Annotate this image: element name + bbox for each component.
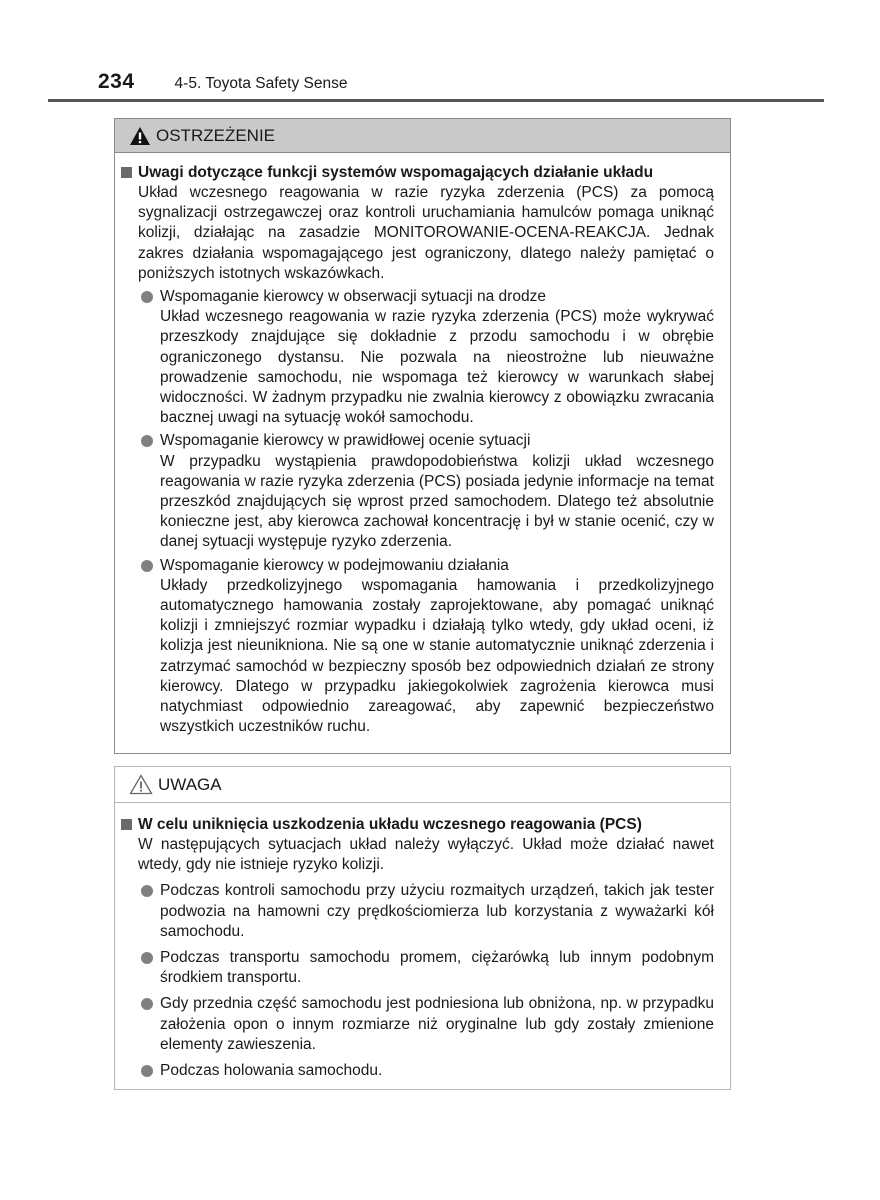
list-item-text: Układy przedkolizyjnego wspomagania hamowania i przedkolizyjnego automatycznego hamowania zostały zaprojektowane, aby pomagać uniknąć kolizji i zmniejszyć rozmiar wypadku i działają tylko wtedy, gdy układ oceni, iż kolizja jest nieunikniona. Nie są one w stanie automatycznie uniknąć zderzenia i zatrzymać samochód w bezpieczny sposób bez odpowiednich działań ze strony kierowcy. Dlatego w przypadku jakiegokolwiek zagrożenia kierowca musi natychmiast odpowiednio zareagować, aby zapewnić bezpieczeństwo wszystkich uczestników ruchu. <box>160 576 714 736</box>
round-bullet-icon <box>141 952 153 964</box>
list-item-title: Wspomaganie kierowcy w podejmowaniu działania <box>160 556 509 574</box>
list-item <box>121 287 714 428</box>
warning-header <box>115 119 730 153</box>
warning-subhead-text: Uwagi dotyczące funkcji systemów wspomagających działanie układu <box>138 164 654 181</box>
round-bullet-icon <box>141 560 153 572</box>
warning-body <box>115 153 730 737</box>
notice-body <box>115 803 730 1081</box>
list-item-text: Podczas kontroli samochodu przy użyciu rozmaitych urządzeń, takich jak tester podwozia na hamowni czy prędkościomierza lub korzystania z wyważarki kół samochodu. <box>160 882 714 940</box>
page-number: 234 <box>98 70 135 93</box>
list-item-title: Wspomaganie kierowcy w prawidłowej ocenie sytuacji <box>160 432 531 450</box>
list-item-text: Podczas holowania samochodu. <box>160 1062 383 1080</box>
list-item <box>121 994 714 1055</box>
round-bullet-icon <box>141 885 153 897</box>
round-bullet-icon <box>141 435 153 447</box>
warning-box <box>114 118 731 754</box>
list-item-text: Układ wczesnego reagowania w razie ryzyka zderzenia (PCS) może wykrywać przeszkody znajdujące się dokładnie z przodu samochodu i w obrębie ograniczonego dystansu. Nie pozwala na nieostrożne lub nieuważne prowadzenie samochodu, nie wspomaga też kierowcy w warunkach słabej widoczności. W żadnym przypadku nie zwalnia kierowcy z obowiązku zwracania bacznej uwagi na sytuację wokół samochodu. <box>160 308 714 427</box>
notice-intro: W następujących sytuacjach układ należy wyłączyć. Układ może działać nawet wtedy, gdy nie istnieje ryzyko kolizji. <box>138 836 714 874</box>
list-item <box>121 1061 714 1081</box>
warning-triangle-icon <box>129 126 151 146</box>
square-bullet-icon <box>121 167 132 178</box>
notice-box <box>114 766 731 1090</box>
notice-title: UWAGA <box>158 774 222 794</box>
notice-subhead <box>121 815 714 835</box>
section-title: 4-5. Toyota Safety Sense <box>174 75 348 92</box>
warning-subhead <box>121 163 714 183</box>
warning-intro: Układ wczesnego reagowania w razie ryzyka zderzenia (PCS) za pomocą sygnalizacji ostrzegawczej oraz kontroli uruchamiania hamulców pomaga uniknąć kolizji, działając na zasadzie MONITOROWANIE-OCENA-REAKCJA. Jednak zakres działania wspomagającego jest ograniczony, dlatego należy pamiętać o poniższych istotnych wskazówkach. <box>138 184 714 282</box>
warning-title: OSTRZEŻENIE <box>156 125 276 145</box>
list-item-text: W przypadku wystąpienia prawdopodobieństwa kolizji układ wczesnego reagowania w razie ryzyka zderzenia (PCS) posiada jedynie informacje na temat przeszkód znajdujących się wprost przed samochodem. Dlatego też absolutnie konieczne jest, aby kierowca zachował koncentrację i był w stanie ocenić, czy w danej sytuacji występuje ryzyko zderzenia. <box>160 452 714 551</box>
list-item-title: Wspomaganie kierowcy w obserwacji sytuacji na drodze <box>160 288 546 306</box>
list-item <box>121 431 714 552</box>
square-bullet-icon <box>121 819 132 830</box>
notice-subhead-text: W celu uniknięcia uszkodzenia układu wczesnego reagowania (PCS) <box>138 816 642 833</box>
list-item <box>121 948 714 988</box>
round-bullet-icon <box>141 1065 153 1077</box>
notice-header <box>115 767 730 803</box>
header-rule <box>48 99 824 102</box>
round-bullet-icon <box>141 998 153 1010</box>
list-item-text: Gdy przednia część samochodu jest podniesiona lub obniżona, np. w przypadku założenia opon o innym rozmiarze niż oryginalne lub gdy zostały zmienione elementy zawieszenia. <box>160 995 714 1053</box>
page-header <box>98 70 347 94</box>
round-bullet-icon <box>141 291 153 303</box>
list-item <box>121 556 714 738</box>
list-item <box>121 881 714 942</box>
list-item-text: Podczas transportu samochodu promem, ciężarówką lub innym podobnym środkiem transportu. <box>160 949 714 987</box>
caution-triangle-icon <box>129 774 153 795</box>
